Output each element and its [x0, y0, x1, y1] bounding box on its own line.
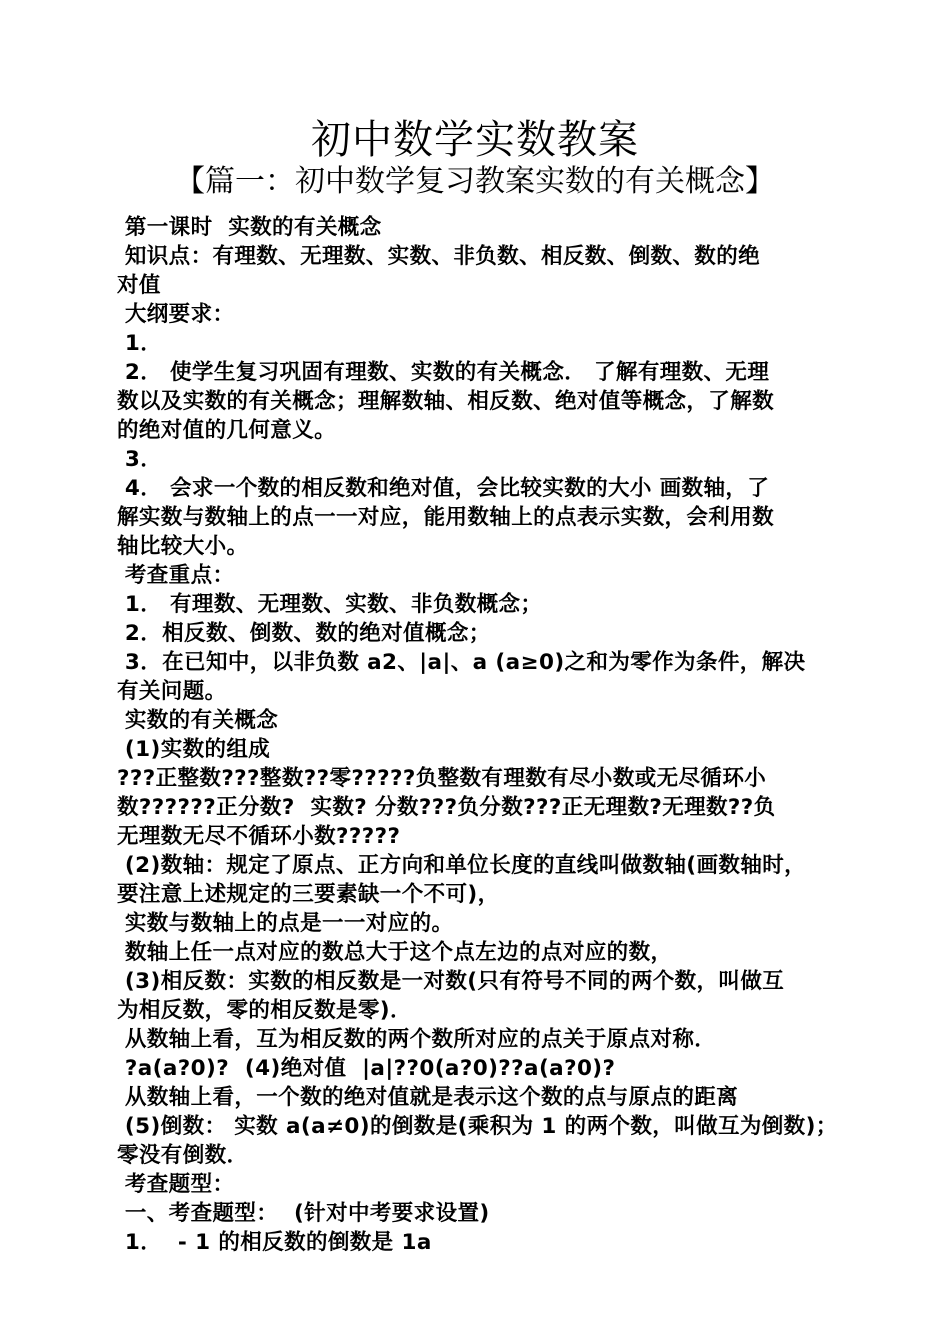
text-line: 数轴上任一点对应的数总大于这个点左边的点对应的数，: [117, 940, 673, 965]
text-line: 数??????正分数? 实数? 分数???负分数???正无理数?无理数??负: [117, 795, 776, 820]
text-line: ?a(a?0)? (4)绝对值 |a|??0(a?0)??a(a?0)?: [117, 1056, 616, 1081]
text-line: 从数轴上看，一个数的绝对值就是表示这个数的点与原点的距离: [117, 1085, 739, 1110]
text-line: (1)实数的组成: [117, 737, 271, 762]
text-line: 考查重点：: [117, 563, 235, 588]
text-line: 考查题型：: [117, 1172, 235, 1197]
text-line: 1．: [117, 331, 163, 356]
text-line: (5)倒数： 实数 a(a≠0)的倒数是(乘积为 1 的两个数，叫做互为倒数)；: [117, 1114, 838, 1139]
text-line: 轴比较大小。: [117, 534, 249, 559]
text-line: 的绝对值的几何意义。: [117, 418, 337, 443]
text-line: 2．相反数、倒数、数的绝对值概念；: [117, 621, 491, 646]
text-line: 3．在已知中，以非负数 a2、|a|、a (a≥0)之和为零作为条件，解决: [117, 650, 806, 675]
text-line: (3)相反数：实数的相反数是一对数(只有符号不同的两个数，叫做互: [117, 969, 785, 994]
text-line: 要注意上述规定的三要素缺一个不可)，: [117, 882, 500, 907]
text-line: 3．: [117, 447, 163, 472]
text-line: 对值: [117, 273, 161, 298]
text-line: 4． 会求一个数的相反数和绝对值，会比较实数的大小 画数轴，了: [117, 476, 770, 501]
text-line: (2)数轴：规定了原点、正方向和单位长度的直线叫做数轴(画数轴时，: [117, 853, 807, 878]
text-line: 从数轴上看，互为相反数的两个数所对应的点关于原点对称．: [117, 1027, 717, 1052]
text-line: 2． 使学生复习巩固有理数、实数的有关概念． 了解有理数、无理: [117, 360, 770, 385]
text-line: 1． - 1 的相反数的倒数是 1a: [117, 1230, 432, 1255]
text-line: 无理数无尽不循环小数?????: [117, 824, 401, 849]
text-line: 一、考查题型： (针对中考要求设置): [117, 1201, 490, 1226]
text-line: 知识点：有理数、无理数、实数、非负数、相反数、倒数、数的绝: [117, 244, 760, 269]
text-line: 数以及实数的有关概念；理解数轴、相反数、绝对值等概念，了解数: [117, 389, 775, 414]
text-line: 零没有倒数．: [117, 1143, 249, 1168]
text-line: 大纲要求：: [117, 302, 235, 327]
text-line: 第一课时 实数的有关概念: [117, 215, 382, 240]
document-title: 初中数学实数教案: [311, 117, 639, 163]
text-line: ???正整数???整数??零?????负整数有理数有尽小数或无尽循环小: [117, 766, 767, 791]
text-line: 为相反数，零的相反数是零)．: [117, 998, 412, 1023]
text-line: 解实数与数轴上的点一一对应，能用数轴上的点表示实数，会利用数: [117, 505, 775, 530]
text-line: 有关问题。: [117, 679, 227, 704]
text-line: 实数与数轴上的点是一一对应的。: [117, 911, 454, 936]
text-line: 1． 有理数、无理数、实数、非负数概念；: [117, 592, 543, 617]
document-subtitle: 【篇一：初中数学复习教案实数的有关概念】: [175, 164, 775, 199]
text-line: 实数的有关概念: [117, 708, 279, 733]
document-body: [117, 213, 842, 1257]
